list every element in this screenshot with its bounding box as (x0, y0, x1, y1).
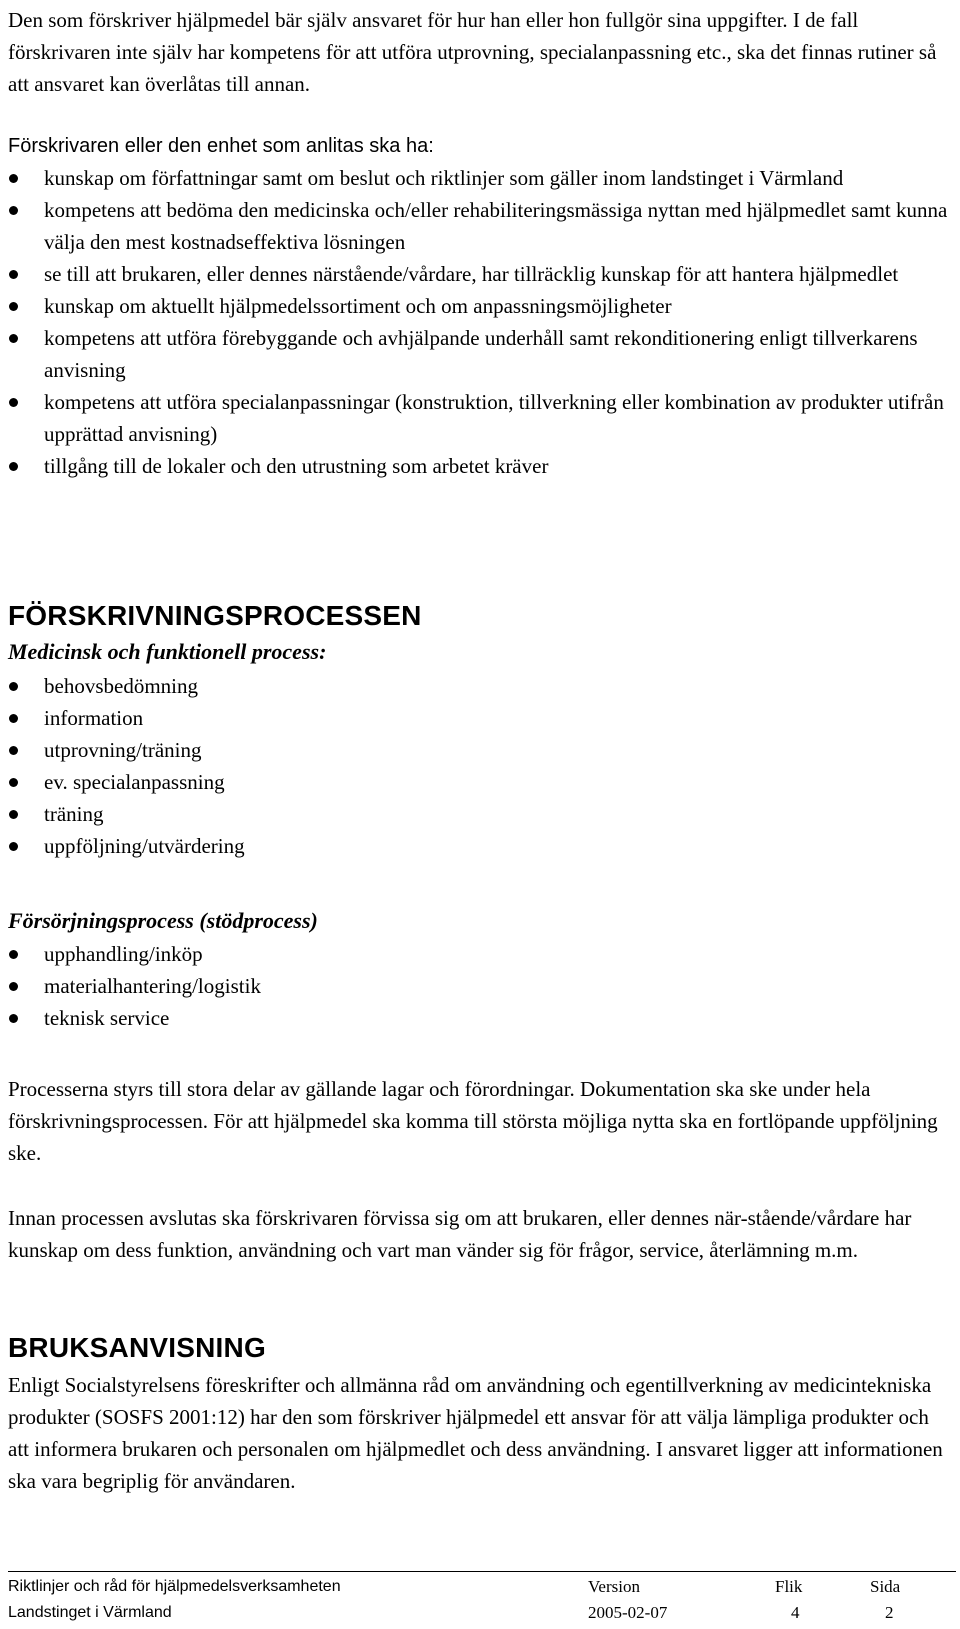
closing-paragraph: Innan processen avslutas ska förskrivaren förvissa sig om att brukaren, eller dennes när-stående/vårdare har kunskap om dess funktion, användning och vart man vänder sig för frågor, service, återlämning m.m. (8, 1206, 912, 1262)
list-item: teknisk service (8, 1002, 952, 1034)
bullet-icon (9, 1014, 18, 1023)
bullet-icon (9, 334, 18, 343)
medical-process-list (8, 670, 952, 862)
bullet-icon (9, 746, 18, 755)
bullet-icon (9, 714, 18, 723)
list-item: upphandling/inköp (8, 938, 952, 970)
footer-version-label: Version (588, 1577, 640, 1596)
page-footer (8, 1575, 956, 1627)
bullet-icon (9, 810, 18, 819)
bullet-icon (9, 302, 18, 311)
list-item: kunskap om aktuellt hjälpmedelssortiment och om anpassningsmöjligheter (8, 290, 952, 322)
list-item: ev. specialanpassning (8, 766, 952, 798)
list-item: kompetens att utföra förebyggande och avhjälpande underhåll samt rekonditionering enligt tillverkarens anvisning (8, 322, 952, 386)
list-item: materialhantering/logistik (8, 970, 952, 1002)
bullet-icon (9, 270, 18, 279)
process-paragraph: Processerna styrs till stora delar av gällande lagar och förordningar. Dokumentation ska ske under hela förskrivningsprocessen. För att hjälpmedel ska komma till största möjliga nytta ska en fortlöpande uppföljning ske. (8, 1077, 938, 1165)
footer-flik-label: Flik (775, 1577, 803, 1596)
bullet-icon (9, 462, 18, 471)
requirements-list (8, 162, 952, 482)
instructions-paragraph: Enligt Socialstyrelsens föreskrifter och allmänna råd om användning och egentillverkning av medicintekniska produkter (SOSFS 2001:12) har den som förskriver hjälpmedel ett ansvar för att välja lämpliga produkter och att informera brukaren och personalen om hjälpmedlet och dess användning. I ansvaret ligger att informationen ska vara begriplig för användaren. (8, 1373, 943, 1493)
list-item: information (8, 702, 952, 734)
section-heading: FÖRSKRIVNINGSPROCESSEN (8, 600, 422, 631)
subheading: Medicinsk och funktionell process: (8, 639, 327, 664)
bullet-icon (9, 950, 18, 959)
bullet-icon (9, 842, 18, 851)
list-item: kunskap om författningar samt om beslut och riktlinjer som gäller inom landstinget i Värmland (8, 162, 952, 194)
footer-sida-label: Sida (870, 1577, 901, 1596)
footer-doc-title: Riktlinjer och råd för hjälpmedelsverksamheten (8, 1578, 341, 1595)
footer-org: Landstinget i Värmland (8, 1604, 172, 1621)
list-item: träning (8, 798, 952, 830)
subheading: Försörjningsprocess (stödprocess) (8, 908, 318, 933)
footer-flik-value: 4 (791, 1603, 800, 1622)
footer-divider (8, 1571, 956, 1572)
support-process-list (8, 938, 952, 1034)
list-item: tillgång till de lokaler och den utrustning som arbetet kräver (8, 450, 952, 482)
list-item: utprovning/träning (8, 734, 952, 766)
bullet-icon (9, 206, 18, 215)
list-item: behovsbedömning (8, 670, 952, 702)
requirements-lead: Förskrivaren eller den enhet som anlitas ska ha: (8, 135, 434, 157)
bullet-icon (9, 778, 18, 787)
bullet-icon (9, 174, 18, 183)
footer-version-value: 2005-02-07 (588, 1603, 668, 1622)
bullet-icon (9, 982, 18, 991)
intro-paragraph: Den som förskriver hjälpmedel bär själv ansvaret för hur han eller hon fullgör sina uppgifter. I de fall förskrivaren inte själv har kompetens för att utföra utprovning, specialanpassning etc., ska det finnas rutiner så att ansvaret kan överlåtas till annan. (8, 8, 937, 96)
bullet-icon (9, 398, 18, 407)
list-item: kompetens att bedöma den medicinska och/eller rehabiliteringsmässiga nyttan med hjälpmedlet samt kunna välja den mest kostnadseffektiva lösningen (8, 194, 952, 258)
footer-sida-value: 2 (885, 1603, 894, 1622)
bullet-icon (9, 682, 18, 691)
section-heading: BRUKSANVISNING (8, 1332, 266, 1363)
list-item: se till att brukaren, eller dennes närstående/vårdare, har tillräcklig kunskap för att hantera hjälpmedlet (8, 258, 952, 290)
list-item: uppföljning/utvärdering (8, 830, 952, 862)
list-item: kompetens att utföra specialanpassningar (konstruktion, tillverkning eller kombination av produkter utifrån upprättad anvisning) (8, 386, 952, 450)
